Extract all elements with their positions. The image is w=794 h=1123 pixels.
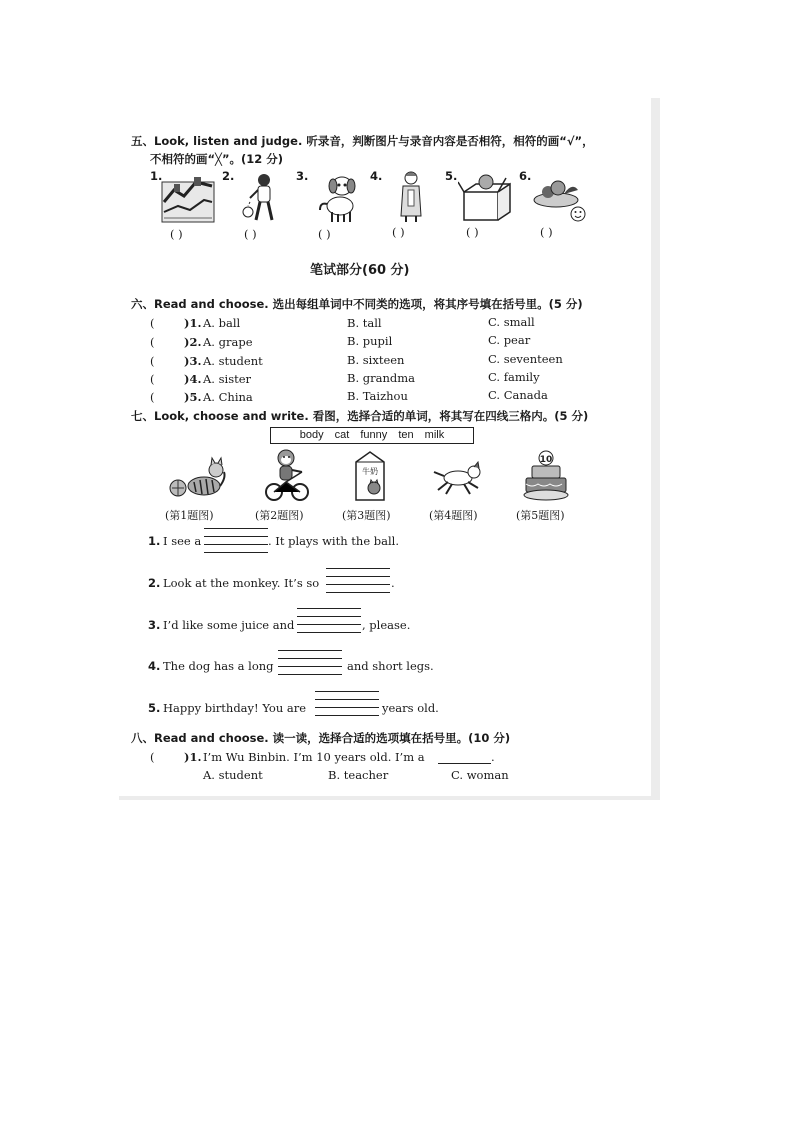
question-number: )4. <box>184 372 202 386</box>
item-number: 2. <box>222 169 235 183</box>
option-a: A. ball <box>203 316 241 330</box>
answer-paren[interactable]: ( <box>150 390 155 404</box>
answer-paren[interactable]: ( ) <box>318 227 331 241</box>
option-a: A. student <box>203 354 263 368</box>
question-number: 2. <box>148 576 161 590</box>
answer-paren[interactable]: ( <box>150 750 155 764</box>
section7-heading: 七、Look, choose and write. 看图，选择合适的单词，将其写在四线三格内。(5 分) <box>131 409 589 423</box>
answer-paren[interactable]: ( <box>150 335 155 349</box>
ball-in-box-picture <box>458 172 514 224</box>
question-number: 4. <box>148 659 161 673</box>
option-b: B. grandma <box>347 371 416 385</box>
option-c: C. Canada <box>488 388 548 402</box>
question-number: )2. <box>184 335 202 349</box>
option-c: C. woman <box>451 768 509 782</box>
question-number: )1. <box>184 750 202 764</box>
question-number: )5. <box>184 390 202 404</box>
section6-heading: 六、Read and choose. 选出每组单词中不同类的选项，将其序号填在括号里。(5 分) <box>131 297 583 311</box>
item-number: 4. <box>370 169 383 183</box>
old-woman-picture <box>396 170 426 224</box>
running-dog-picture <box>430 458 486 498</box>
question-text: and short legs. <box>347 659 434 673</box>
item-number: 5. <box>445 169 458 183</box>
picture-caption: (第5题图) <box>516 509 565 522</box>
item-number: 3. <box>296 169 309 183</box>
svg-text:牛奶: 牛奶 <box>362 467 378 476</box>
question-text: . <box>391 576 395 590</box>
answer-paren[interactable]: ( <box>150 372 155 386</box>
question-number: )1. <box>184 316 202 330</box>
option-b: B. sixteen <box>347 353 405 367</box>
question-number: 1. <box>148 534 161 548</box>
page-edge-shadow <box>651 98 660 800</box>
question-text: . It plays with the ball. <box>268 534 400 548</box>
question-text: I’m Wu Binbin. I’m 10 years old. I’m a <box>203 750 425 764</box>
svg-text:10: 10 <box>539 455 553 465</box>
option-a: A. sister <box>203 372 252 386</box>
fruit-plate-picture <box>532 172 588 224</box>
four-line-grid[interactable] <box>278 650 342 674</box>
picture-caption: (第3题图) <box>342 509 391 522</box>
item-number: 6. <box>519 169 532 183</box>
dog-picture <box>314 172 360 224</box>
option-b: B. pupil <box>347 334 393 348</box>
question-text: Happy birthday! You are <box>163 701 307 715</box>
section8-heading: 八、Read and choose. 读一读，选择合适的选项填在括号里。(10 分) <box>131 731 511 745</box>
answer-paren[interactable]: ( <box>150 354 155 368</box>
four-line-grid[interactable] <box>204 528 268 552</box>
picture-caption: (第4题图) <box>429 509 478 522</box>
answer-paren[interactable]: ( <box>150 316 155 330</box>
option-a: A. student <box>203 768 263 782</box>
question-number: 3. <box>148 618 161 632</box>
boy-with-ball-picture <box>238 172 284 224</box>
picture-caption: (第2题图) <box>255 509 304 522</box>
written-part-title: 笔试部分(60 分) <box>310 263 410 278</box>
answer-paren[interactable]: ( ) <box>244 227 257 241</box>
question-text: years old. <box>382 701 439 715</box>
answer-blank[interactable] <box>438 763 491 764</box>
milk-carton-picture <box>352 448 388 502</box>
item-number: 1. <box>150 169 163 183</box>
answer-paren[interactable]: ( ) <box>466 225 479 239</box>
four-line-grid[interactable] <box>297 608 361 632</box>
four-line-grid[interactable] <box>315 691 379 715</box>
question-text: Look at the monkey. It’s so <box>163 576 320 590</box>
option-a: A. China <box>203 390 253 404</box>
option-c: C. seventeen <box>488 352 563 366</box>
option-c: C. small <box>488 315 535 329</box>
question-text: I see a <box>163 534 202 548</box>
option-a: A. grape <box>203 335 253 349</box>
answer-paren[interactable]: ( ) <box>540 225 553 239</box>
answer-paren[interactable]: ( ) <box>170 227 183 241</box>
birthday-cake-picture <box>522 448 570 502</box>
option-b: B. tall <box>347 316 382 330</box>
page-edge-shadow <box>119 796 660 800</box>
question-number: )3. <box>184 354 202 368</box>
picture-caption: (第1题图) <box>165 509 214 522</box>
monkey-on-bike-picture <box>262 448 312 502</box>
question-text-end: . <box>491 750 495 764</box>
question-text: , please. <box>362 618 411 632</box>
answer-paren[interactable]: ( ) <box>392 225 405 239</box>
cat-with-ball-picture <box>168 452 228 500</box>
option-b: B. Taizhou <box>347 389 408 403</box>
section5-heading-cont: 不相符的画“╳”。(12 分) <box>150 152 284 166</box>
question-text: I’d like some juice and <box>163 618 295 632</box>
section5-heading: 五、Look, listen and judge. 听录音，判断图片与录音内容是否相符，相符的画“√”， <box>131 134 594 148</box>
word-bank: body cat funny ten milk <box>270 427 474 444</box>
question-number: 5. <box>148 701 161 715</box>
option-c: C. family <box>488 370 540 384</box>
option-c: C. pear <box>488 333 531 347</box>
four-line-grid[interactable] <box>326 568 390 592</box>
question-text: The dog has a long <box>163 659 274 673</box>
option-b: B. teacher <box>328 768 389 782</box>
great-wall-picture <box>160 172 216 224</box>
